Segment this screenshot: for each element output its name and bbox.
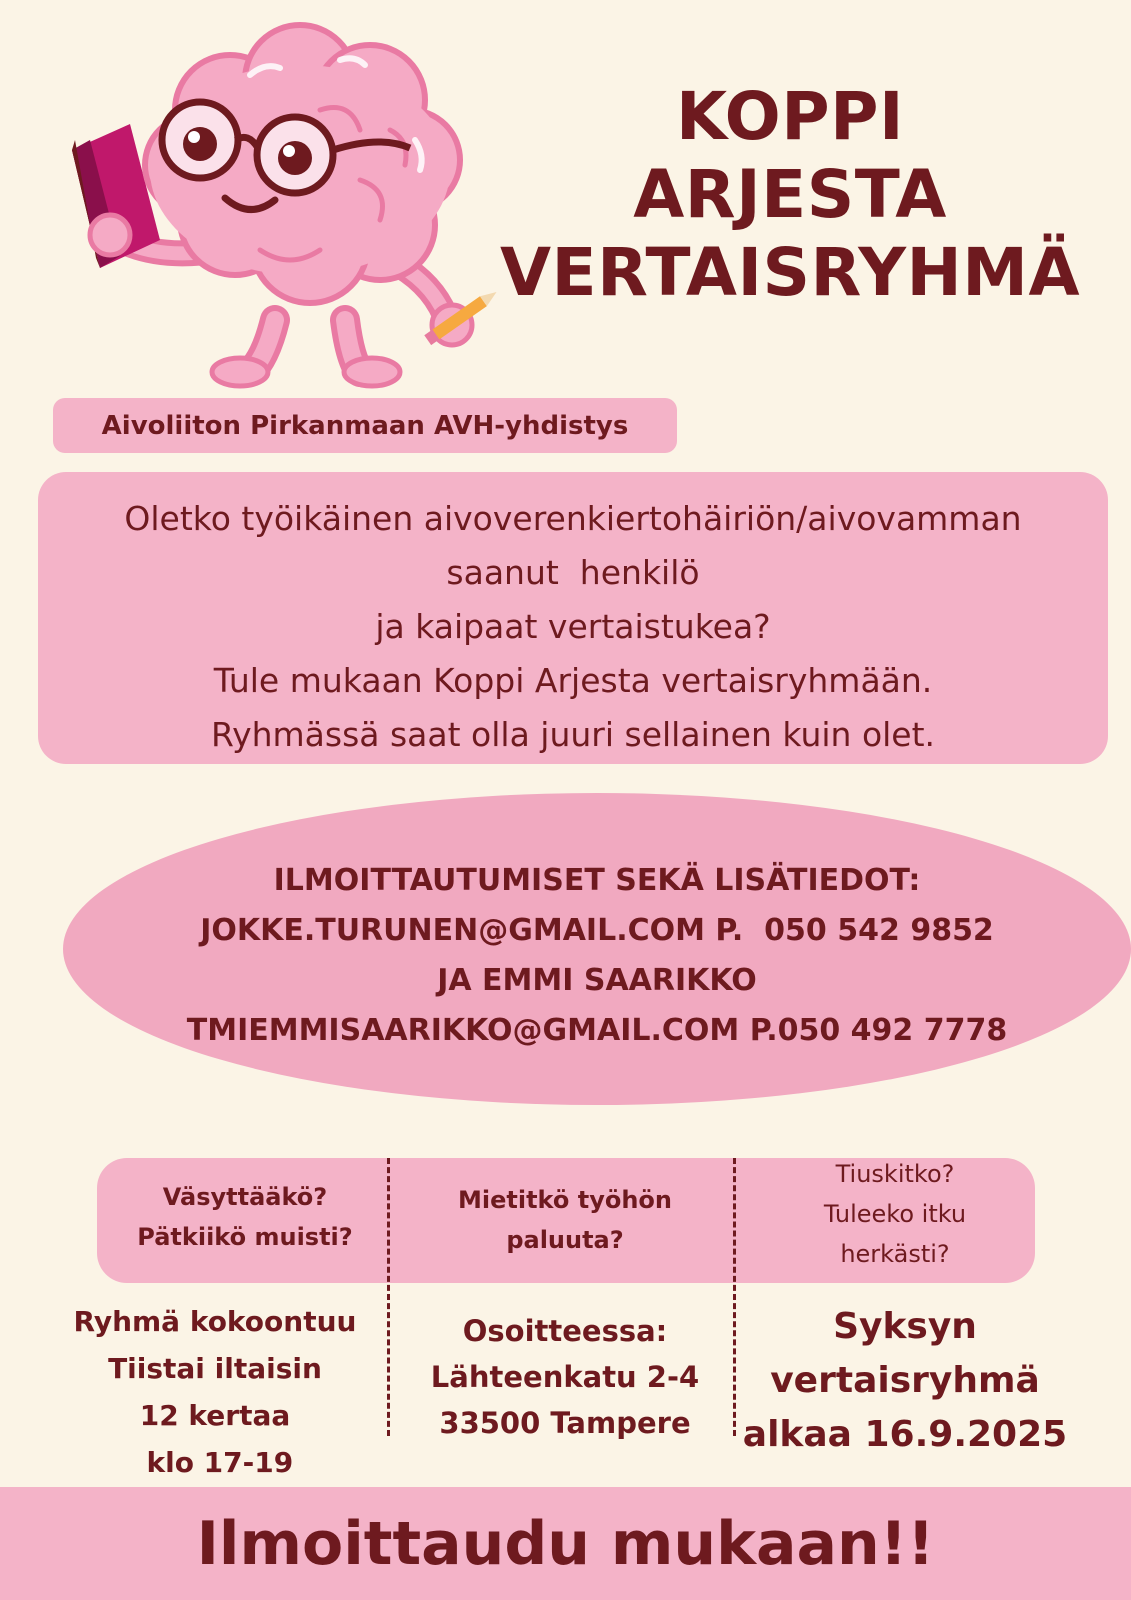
intro-box	[38, 472, 1108, 764]
intro-line: Oletko työikäinen aivoverenkiertohäiriön/aivovamman	[124, 499, 1022, 538]
question-line: Mietitkö työhön	[458, 1186, 672, 1214]
schedule-line: klo 17-19	[136, 1446, 294, 1479]
title-line-2: ARJESTA	[633, 156, 947, 233]
column-divider	[387, 1158, 390, 1436]
column-divider	[733, 1158, 736, 1436]
title-line-1: KOPPI	[675, 78, 905, 155]
question-line: Väsyttääkö?	[162, 1183, 328, 1211]
question-line: Tiuskitko?	[835, 1160, 955, 1188]
schedule-info	[55, 1298, 375, 1486]
contact-line: JA EMMI SAARIKKO	[437, 963, 757, 998]
contact-line: JOKKE.TURUNEN@GMAIL.COM P. 050 542 9852	[200, 913, 994, 948]
schedule-line: Ryhmä kokoontuu	[73, 1305, 357, 1338]
address-info	[400, 1308, 730, 1446]
address-line: 33500 Tampere	[439, 1406, 691, 1440]
start-line: Syksyn	[833, 1306, 977, 1347]
start-line: alkaa 16.9.2025	[742, 1414, 1068, 1455]
address-line: Osoitteessa:	[462, 1314, 668, 1348]
start-info	[740, 1300, 1070, 1462]
organization-label: Aivoliiton Pirkanmaan AVH-yhdistys	[53, 398, 677, 453]
page-title	[470, 78, 1110, 312]
contact-ellipse	[63, 793, 1131, 1105]
intro-line: ja kaipaat vertaistukea?	[375, 607, 771, 646]
question-line: herkästi?	[840, 1240, 950, 1268]
intro-line: Tule mukaan Koppi Arjesta vertaisryhmään.	[213, 661, 933, 700]
schedule-line: Tiistai iltaisin	[108, 1352, 322, 1385]
contact-heading: ILMOITTAUTUMISET SEKÄ LISÄTIEDOT:	[273, 863, 921, 898]
title-line-3: VERTAISRYHMÄ	[499, 234, 1081, 311]
signup-banner: Ilmoittaudu mukaan!!	[0, 1487, 1131, 1600]
start-line: vertaisryhmä	[770, 1360, 1040, 1401]
question-group-1	[100, 1177, 390, 1257]
schedule-line: 12 kertaa	[139, 1399, 291, 1432]
address-line: Lähteenkatu 2-4	[430, 1360, 700, 1394]
contact-line: TMIEMMISAARIKKO@GMAIL.COM P.050 492 7778	[186, 1013, 1008, 1048]
intro-line: saanut henkilö	[446, 553, 700, 592]
question-group-2	[395, 1180, 735, 1260]
question-line: paluuta?	[506, 1226, 624, 1254]
question-line: Tuleeko itku	[823, 1200, 967, 1228]
question-line: Pätkiikö muisti?	[137, 1223, 353, 1251]
intro-line: Ryhmässä saat olla juuri sellainen kuin olet.	[210, 715, 936, 754]
brain-mascot-icon	[60, 20, 520, 400]
question-group-3	[745, 1154, 1045, 1274]
